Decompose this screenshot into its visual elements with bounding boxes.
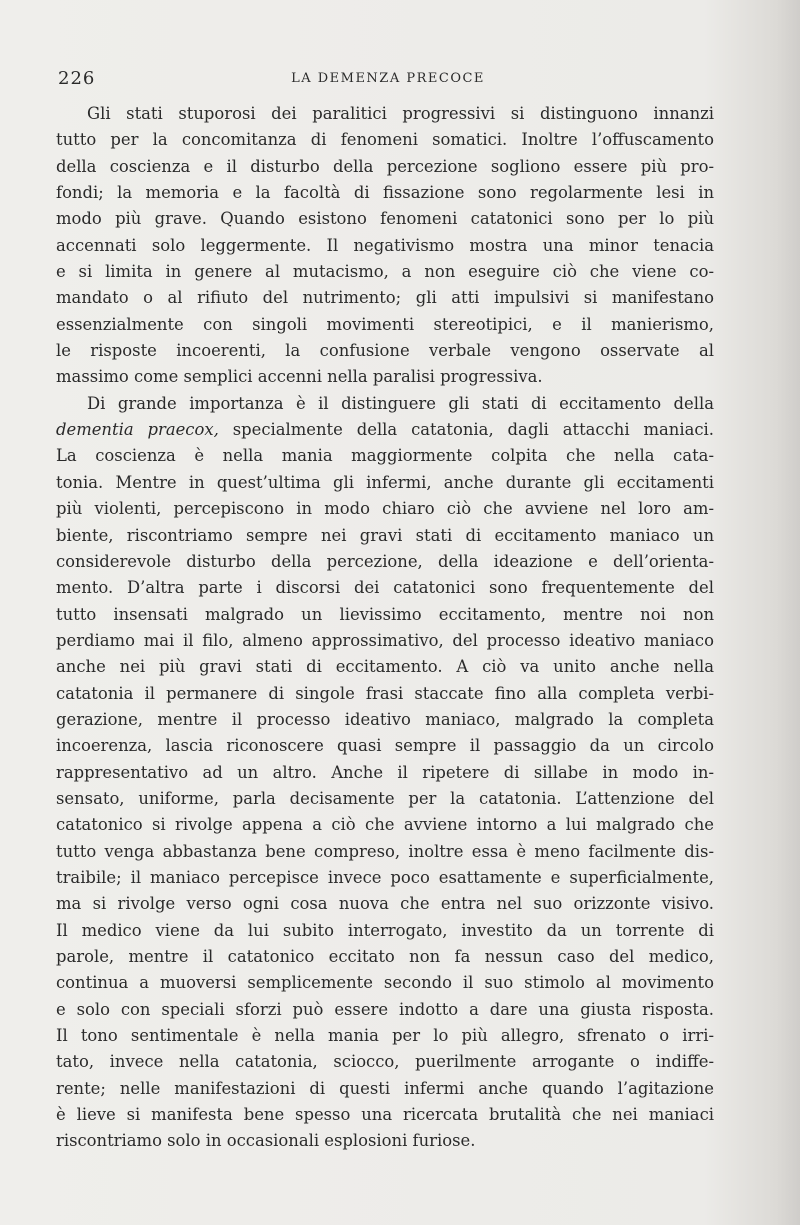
text-line: fondi; la memoria e la facoltà di fissazione sono regolarmente lesi in bbox=[56, 183, 714, 203]
text-line: parole, mentre il catatonico eccitato non fa nessun caso del medico, bbox=[56, 947, 714, 966]
running-title: LA DEMENZA PRECOCE bbox=[291, 71, 485, 86]
text-line: più violenti, percepiscono in modo chiaro ciò che avviene nel loro am- bbox=[56, 499, 714, 519]
text-line: della coscienza e il disturbo della percezione sogliono essere più pro- bbox=[56, 156, 714, 176]
text-line: tutto venga abbastanza bene compreso, inoltre essa è meno facilmente dis- bbox=[56, 841, 714, 861]
text-run: specialmente della catatonia, dagli attacchi maniaci. bbox=[218, 420, 715, 440]
text-line: massimo come semplici accenni nella paralisi progressiva. bbox=[56, 367, 543, 387]
text-line: traibile; il maniaco percepisce invece poco esattamente e superficialmente, bbox=[56, 867, 714, 887]
text-line: mento. D’altra parte i discorsi dei catatonici sono frequentemente del bbox=[56, 578, 714, 598]
text-line: e si limita in genere al mutacismo, a non eseguire ciò che viene co- bbox=[56, 262, 714, 282]
text-line: ma si rivolge verso ogni cosa nuova che entra nel suo orizzonte visivo. bbox=[56, 894, 714, 914]
text-line: catatonico si rivolge appena a ciò che avviene intorno a lui malgrado che bbox=[56, 815, 714, 835]
text-line: le risposte incoerenti, la confusione verbale vengono osservate al bbox=[56, 341, 714, 361]
text-line: continua a muoversi semplicemente secondo il suo stimolo al movimento bbox=[56, 973, 714, 993]
italic-term: dementia praecox, bbox=[56, 420, 219, 440]
text-line: biente, riscontriamo sempre nei gravi stati di eccitamento maniaco un bbox=[56, 525, 714, 545]
text-line: perdiamo mai il filo, almeno approssimativo, del processo ideativo maniaco bbox=[56, 630, 714, 650]
text-line: Gli stati stuporosi dei paralitici progressivi si distinguono innanzi bbox=[87, 104, 714, 123]
text-line: incoerenza, lascia riconoscere quasi sempre il passaggio da un circolo bbox=[56, 736, 714, 756]
page-number: 226 bbox=[58, 68, 96, 89]
text-line: tutto per la concomitanza di fenomeni somatici. Inoltre l’offuscamento bbox=[56, 130, 714, 150]
text-line: modo più grave. Quando esistono fenomeni catatonici sono per lo più bbox=[56, 209, 714, 229]
paragraph bbox=[56, 101, 714, 391]
text-line: gerazione, mentre il processo ideativo maniaco, malgrado la completa bbox=[56, 709, 714, 729]
text-line: essenzialmente con singoli movimenti stereotipici, e il manierismo, bbox=[56, 314, 714, 334]
text-line: è lieve si manifesta bene spesso una ricercata brutalità che nei maniaci bbox=[56, 1105, 714, 1125]
text-line: rappresentativo ad un altro. Anche il ripetere di sillabe in modo in- bbox=[56, 762, 714, 782]
text-line: catatonia il permanere di singole frasi staccate fino alla completa verbi- bbox=[56, 683, 714, 703]
text-line: anche nei più gravi stati di eccitamento. A ciò va unito anche nella bbox=[56, 657, 714, 677]
text-line: La coscienza è nella mania maggiormente colpita che nella cata- bbox=[56, 446, 714, 466]
body-text bbox=[56, 101, 714, 1155]
text-line: tato, invece nella catatonia, sciocco, puerilmente arrogante o indiffe- bbox=[56, 1052, 714, 1072]
text-line: considerevole disturbo della percezione, della ideazione e dell’orienta- bbox=[56, 551, 714, 571]
text-line: Il tono sentimentale è nella mania per lo più allegro, sfrenato o irri- bbox=[56, 1026, 714, 1046]
text-line: tonia. Mentre in quest’ultima gli infermi, anche durante gli eccitamenti bbox=[56, 472, 714, 492]
text-line: mandato o al rifiuto del nutrimento; gli atti impulsivi si manifestano bbox=[56, 288, 714, 308]
text-line: rente; nelle manifestazioni di questi infermi anche quando l’agitazione bbox=[56, 1078, 714, 1098]
text-line: accennati solo leggermente. Il negativismo mostra una minor tenacia bbox=[56, 235, 714, 255]
text-line: Di grande importanza è il distinguere gli stati di eccitamento della bbox=[87, 393, 714, 413]
text-line: e solo con speciali sforzi può essere indotto a dare una giusta risposta. bbox=[56, 999, 714, 1019]
text-line: Il medico viene da lui subito interrogato, investito da un torrente di bbox=[56, 920, 714, 940]
text-line-mixed bbox=[56, 417, 714, 443]
text-line: sensato, uniforme, parla decisamente per la catatonia. L’attenzione del bbox=[56, 788, 714, 808]
text-line: riscontriamo solo in occasionali esplosioni furiose. bbox=[56, 1131, 476, 1151]
paragraph bbox=[56, 391, 714, 1155]
page-header bbox=[58, 68, 718, 92]
text-line: tutto insensati malgrado un lievissimo eccitamento, mentre noi non bbox=[56, 604, 714, 624]
